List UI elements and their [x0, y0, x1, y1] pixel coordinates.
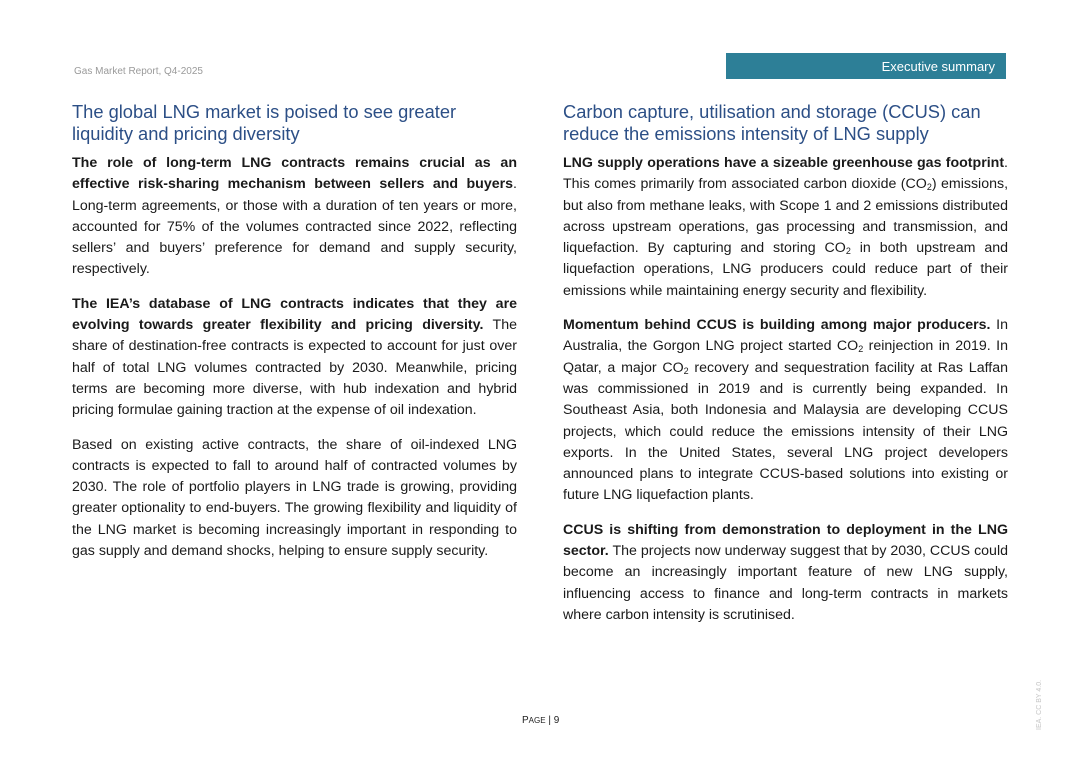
running-header: Gas Market Report, Q4-2025 — [74, 66, 203, 77]
paragraph: Momentum behind CCUS is building among major producers. In Australia, the Gorgon LNG project started $CO_2$ reinjection in 2019. In Qatar, a major $CO_2$ recovery and sequestration facility at Ras Laffan was commissioned in 2019 and is currently being expanded. In Southeast Asia, both Indonesia and Malaysia are developing CCUS projects, which could reduce the emissions intensity of their LNG exports. In the United States, several LNG project developers announced plans to integrate CCUS-based solutions into existing or future LNG liquefaction plants. — [563, 317, 1009, 504]
section-tab-label: Executive summary — [881, 58, 995, 74]
lead-bold: Momentum behind CCUS is building among major producers. — [563, 317, 991, 334]
lead-bold: The role of long-term LNG contracts remains crucial as an effective risk-sharing mechanism between sellers and buyers — [72, 155, 517, 193]
license-note: IEA. CC BY 4.0. — [1036, 679, 1043, 730]
right-column — [563, 101, 1008, 639]
paragraph: LNG supply operations have a sizeable greenhouse gas footprint. This comes primarily from associated carbon dioxide $(CO_2)$ emissions, but also from methane leaks, with Scope 1 and 2 emissions distributed across upstream operations, gas processing and transmission, and liquefaction. By capturing and storing $CO_2$ in both upstream and liquefaction operations, LNG producers could reduce part of their emissions while maintaining energy security and flexibility. — [563, 155, 1009, 299]
paragraph: The role of long-term LNG contracts remains crucial as an effective risk-sharing mechanism between sellers and buyers. Long-term agreements, or those with a duration of ten years or more, accounted for 75% of the volumes contracted since 2022, reflecting sellers’ and buyers’ preference for demand and supply security, respectively. — [72, 155, 517, 278]
section-tab — [726, 53, 1006, 79]
left-column — [72, 101, 517, 575]
lead-bold: CCUS is shifting from demonstration to deployment in the LNG sector. — [563, 521, 1008, 560]
left-heading: The global LNG market is poised to see greater liquidity and pricing diversity — [72, 101, 457, 144]
lead-bold: The IEA’s database of LNG contracts indicates that they are evolving towards greater flexibility and pricing diversity. — [72, 295, 517, 334]
lead-bold: LNG supply operations have a sizeable greenhouse gas footprint — [563, 155, 1005, 171]
paragraph: The IEA’s database of LNG contracts indicates that they are evolving towards greater flexibility and pricing diversity. The share of destination-free contracts is expected to account for just over half of total LNG volumes contracted by 2030. Meanwhile, pricing terms are becoming more diverse, with hub indexation and hybrid pricing formulae gaining traction at the expense of oil indexation. — [72, 295, 517, 419]
page-number: PAGE | 9 — [522, 715, 560, 726]
right-heading: Carbon capture, utilisation and storage (CCUS) can reduce the emissions intensity of LNG supply — [563, 101, 981, 144]
paragraph: CCUS is shifting from demonstration to deployment in the LNG sector. The projects now underway suggest that by 2030, CCUS could become an increasingly important feature of new LNG supply, influencing access to finance and long-term contracts in markets where carbon intensity is scrutinised. — [563, 521, 1008, 623]
paragraph: Based on existing active contracts, the share of oil-indexed LNG contracts is expected to fall to around half of contracted volumes by 2030. The role of portfolio players in LNG trade is growing, providing greater optionality to end-buyers. The growing flexibility and liquidity of the LNG market is becoming increasingly important in responding to gas supply and demand shocks, helping to ensure supply security. — [72, 436, 517, 560]
